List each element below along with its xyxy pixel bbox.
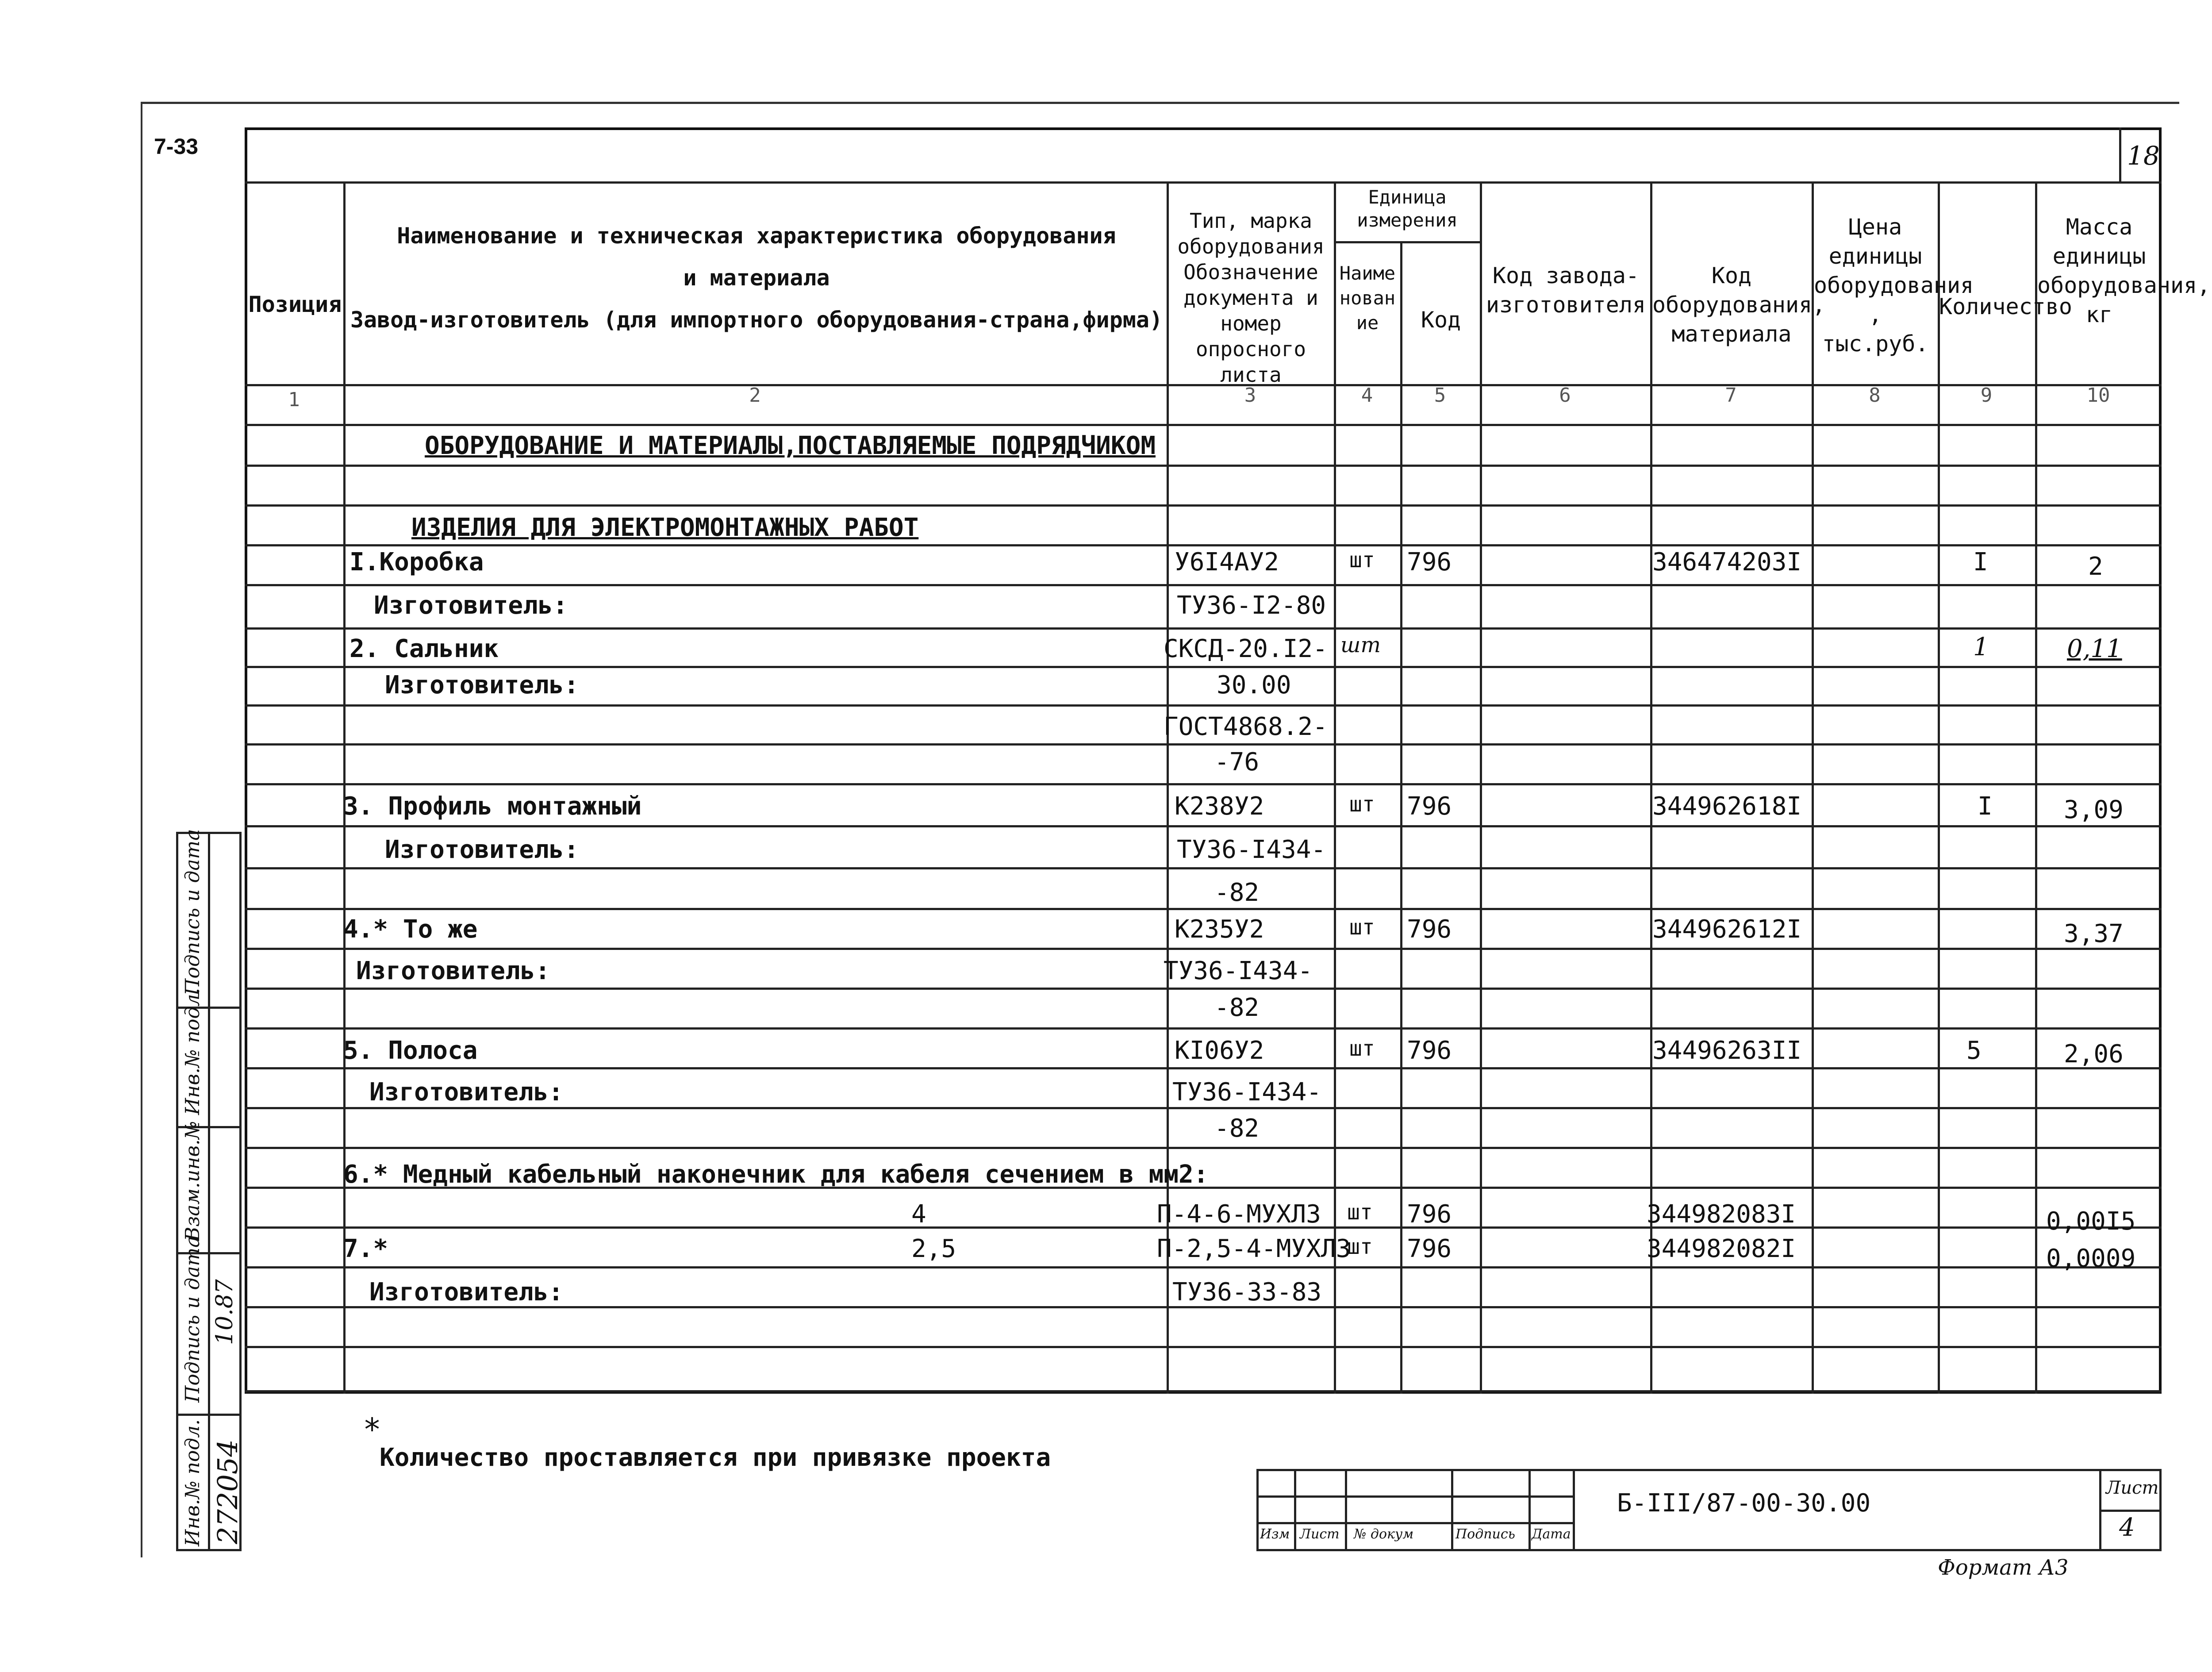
row-mass: 3,09 xyxy=(2064,796,2124,824)
row-line xyxy=(245,1067,2162,1069)
colnum-7: 7 xyxy=(1725,384,1737,407)
col-divider-1 xyxy=(343,181,346,1394)
header-name-line1: Наименование и техническая характеристика оборудования xyxy=(397,223,1116,249)
row-line xyxy=(245,948,2162,950)
col-divider-4 xyxy=(1400,241,1402,1394)
row-qty: 5 xyxy=(1966,1036,1982,1065)
col-divider-9 xyxy=(2035,181,2037,1394)
row-type: -76 xyxy=(1214,748,1260,776)
row-qty: I xyxy=(1978,792,1993,821)
side-strip-divider xyxy=(208,832,210,1551)
side-label-podpis: Подпись и дата xyxy=(181,829,204,996)
row-name: Изготовитель: xyxy=(369,1278,564,1307)
row-line xyxy=(245,465,2162,467)
side-label-podpis-2: Подпись и дата xyxy=(181,1236,204,1403)
colnum-9: 9 xyxy=(1980,384,1993,407)
header-name-line2: и материала xyxy=(683,265,830,291)
row-name: 2. Сальник xyxy=(349,634,499,663)
row-line xyxy=(245,704,2162,707)
row-type: СКСД-20.I2- xyxy=(1164,634,1328,663)
unit-group-divider xyxy=(1334,241,1480,243)
colnum-bottom-line xyxy=(245,424,2162,426)
colnum-5: 5 xyxy=(1434,384,1446,407)
header-position: Позиция xyxy=(248,292,342,317)
row-mat-code: 34496263II xyxy=(1652,1036,1802,1065)
row-type: -82 xyxy=(1214,1114,1260,1143)
sheet-number-divider xyxy=(2119,127,2121,181)
row-type: -82 xyxy=(1214,878,1260,907)
stamp-col-date: Дата xyxy=(1532,1526,1571,1542)
title-block-divider xyxy=(1294,1469,1296,1551)
row-mat-code: 344962618I xyxy=(1652,792,1802,821)
header-unit-name: Наименование xyxy=(1339,262,1396,334)
row-type: -82 xyxy=(1214,993,1260,1022)
row-type: ГОСТ4868.2- xyxy=(1164,712,1328,741)
row-unit: шт xyxy=(1349,1036,1375,1061)
colnum-6: 6 xyxy=(1559,384,1571,407)
row-type: П-2,5-4-МУХЛ3 xyxy=(1157,1234,1351,1263)
row-line xyxy=(245,783,2162,785)
title-block-divider xyxy=(1256,1495,1573,1498)
row-type: ТУ36-I434- xyxy=(1177,835,1326,864)
sheet-number: 4 xyxy=(2119,1513,2135,1542)
side-label-inv-podl-2: Инв.№ подл. xyxy=(181,1419,204,1546)
colnum-4: 4 xyxy=(1361,384,1373,407)
row-type: ТУ36-33-83 xyxy=(1172,1278,1322,1307)
side-label-vzam: Взам.инв.№ xyxy=(181,1121,204,1241)
header-mass: Масса единицы оборудования, кг xyxy=(2037,214,2211,327)
col-divider-5 xyxy=(1480,181,1482,1394)
row-name: 5. Полоса xyxy=(343,1036,478,1065)
row-line xyxy=(245,1027,2162,1030)
row-qty: 1 xyxy=(1973,633,1989,661)
row-line xyxy=(245,1346,2162,1348)
row-type: К238У2 xyxy=(1175,792,1264,821)
row-type: У6I4АУ2 xyxy=(1175,548,1279,577)
row-line xyxy=(245,988,2162,990)
col-divider-8 xyxy=(1938,181,1940,1394)
colnum-2: 2 xyxy=(749,384,761,407)
row-line xyxy=(245,666,2162,668)
title-block-divider xyxy=(1528,1469,1531,1551)
corner-code: 7-33 xyxy=(154,134,199,159)
row-code: 796 xyxy=(1407,915,1452,944)
row-type: ТУ36-I434- xyxy=(1164,957,1313,985)
row-code: 796 xyxy=(1407,792,1452,821)
row-unit: шт xyxy=(1349,915,1375,940)
row-name: Изготовитель: xyxy=(369,1078,564,1107)
side-label-inv-podl: Инв.№ подл. xyxy=(181,988,204,1115)
row-type: П-4-6-МУХЛ3 xyxy=(1157,1200,1321,1229)
row-line xyxy=(245,1147,2162,1149)
row-name: Изготовитель: xyxy=(356,957,550,985)
side-inv-number: 272054 xyxy=(211,1439,244,1544)
row-name-2: 2,5 xyxy=(911,1234,956,1263)
row-type: 30.00 xyxy=(1217,671,1291,700)
section-title-2: ИЗДЕЛИЯ ДЛЯ ЭЛЕКТРОМОНТАЖНЫХ РАБОТ xyxy=(411,513,919,542)
row-name: Изготовитель: xyxy=(374,591,568,620)
row-name: I.Коробка xyxy=(349,548,484,577)
row-line xyxy=(245,544,2162,546)
row-mat-code: 344982082I xyxy=(1647,1234,1796,1263)
row-type: ТУ36-I2-80 xyxy=(1177,591,1326,620)
row-name: Изготовитель: xyxy=(385,835,579,864)
row-code: 796 xyxy=(1407,548,1452,577)
col-divider-7 xyxy=(1812,181,1814,1394)
row-code: 796 xyxy=(1407,1200,1452,1229)
row-mass: 3,37 xyxy=(2064,919,2124,948)
stamp-col-izm: Изм xyxy=(1260,1526,1290,1542)
title-block-divider xyxy=(2099,1510,2162,1512)
row-unit: шт xyxy=(1347,1200,1373,1225)
row-name: 4.* То же xyxy=(343,915,478,944)
row-code: 796 xyxy=(1407,1036,1452,1065)
row-name: Изготовитель: xyxy=(385,671,579,700)
row-qty: I xyxy=(1973,548,1988,577)
row-type: КI06У2 xyxy=(1175,1036,1264,1065)
header-plant-code: Код завода-изготовителя xyxy=(1486,263,1646,318)
title-block-divider xyxy=(1451,1469,1453,1551)
row-mass: 2,06 xyxy=(2064,1040,2124,1069)
row-mass: 2 xyxy=(2088,552,2103,581)
header-price: Цена единицы оборудования , тыс.руб. xyxy=(1814,214,1974,357)
row-unit: шт xyxy=(1340,633,1381,657)
row-line xyxy=(245,825,2162,827)
row-mass: 0,11 xyxy=(2067,634,2122,663)
row-type: К235У2 xyxy=(1175,915,1264,944)
row-line xyxy=(245,908,2162,910)
row-name: 3. Профиль монтажный xyxy=(343,792,642,821)
header-unit-group: Единица измерения xyxy=(1357,186,1458,231)
colnum-8: 8 xyxy=(1869,384,1881,407)
header-material-code: Код оборудования, материала xyxy=(1652,263,1826,347)
row-mat-code: 344982083I xyxy=(1647,1200,1796,1229)
row-line xyxy=(245,627,2162,630)
row-name: 7.* xyxy=(343,1234,388,1263)
title-block-divider xyxy=(1573,1469,1575,1551)
row-name: 4 xyxy=(911,1200,926,1229)
sheet-label: Лист xyxy=(2106,1478,2159,1498)
row-mat-code: 346474203I xyxy=(1652,548,1802,577)
side-strip-divider xyxy=(176,1414,242,1416)
format-label: Формат А3 xyxy=(1938,1555,2069,1580)
row-code: 796 xyxy=(1407,1234,1452,1263)
row-type: ТУ36-I434- xyxy=(1172,1078,1322,1107)
footnote-text: Количество проставляется при привязке проекта xyxy=(380,1443,1051,1472)
row-line xyxy=(245,584,2162,586)
colnum-1: 1 xyxy=(288,388,300,411)
row-line xyxy=(245,1390,2162,1392)
header-quantity: Количество xyxy=(1939,294,2073,319)
row-unit: шт xyxy=(1349,792,1375,817)
title-block-divider xyxy=(1345,1469,1347,1551)
row-line xyxy=(245,867,2162,869)
row-unit: шт xyxy=(1349,548,1375,573)
colnum-3: 3 xyxy=(1244,384,1256,407)
row-line xyxy=(245,1266,2162,1268)
sheet-top-number: 18 xyxy=(2127,141,2160,171)
row-line xyxy=(245,1107,2162,1109)
footnote-mark: * xyxy=(363,1411,382,1448)
row-name: 6.* Медный кабельный наконечник для кабеля сечением в мм2: xyxy=(343,1160,1209,1189)
row-line xyxy=(245,504,2162,507)
title-block-divider xyxy=(1256,1522,1573,1524)
row-unit: шт xyxy=(1347,1234,1373,1259)
top-banner-divider xyxy=(245,181,2162,184)
header-name-line3: Завод-изготовитель (для импортного оборудования-страна,фирма) xyxy=(350,307,1163,333)
header-unit-code: Код xyxy=(1421,307,1461,333)
section-title-1: ОБОРУДОВАНИЕ И МАТЕРИАЛЫ,ПОСТАВЛЯЕМЫЕ ПОДРЯДЧИКОМ xyxy=(425,431,1156,460)
row-mass: 0,00I5 xyxy=(2046,1207,2136,1236)
row-mat-code: 344962612I xyxy=(1652,915,1802,944)
header-type: Тип, марка оборудования Обозначение документа и номер опросного листа xyxy=(1177,209,1325,387)
stamp-col-sign: Подпись xyxy=(1455,1526,1516,1542)
col-divider-3 xyxy=(1334,181,1336,1394)
colnum-10: 10 xyxy=(2086,384,2110,407)
row-mass: 0,0009 xyxy=(2046,1244,2136,1273)
doc-code: Б-III/87-00-30.00 xyxy=(1617,1489,1871,1518)
stamp-col-doc: № докум xyxy=(1354,1526,1414,1542)
stamp-col-list: Лист xyxy=(1300,1526,1340,1542)
row-line xyxy=(245,743,2162,746)
side-date-handwritten: 10.87 xyxy=(211,1279,238,1345)
